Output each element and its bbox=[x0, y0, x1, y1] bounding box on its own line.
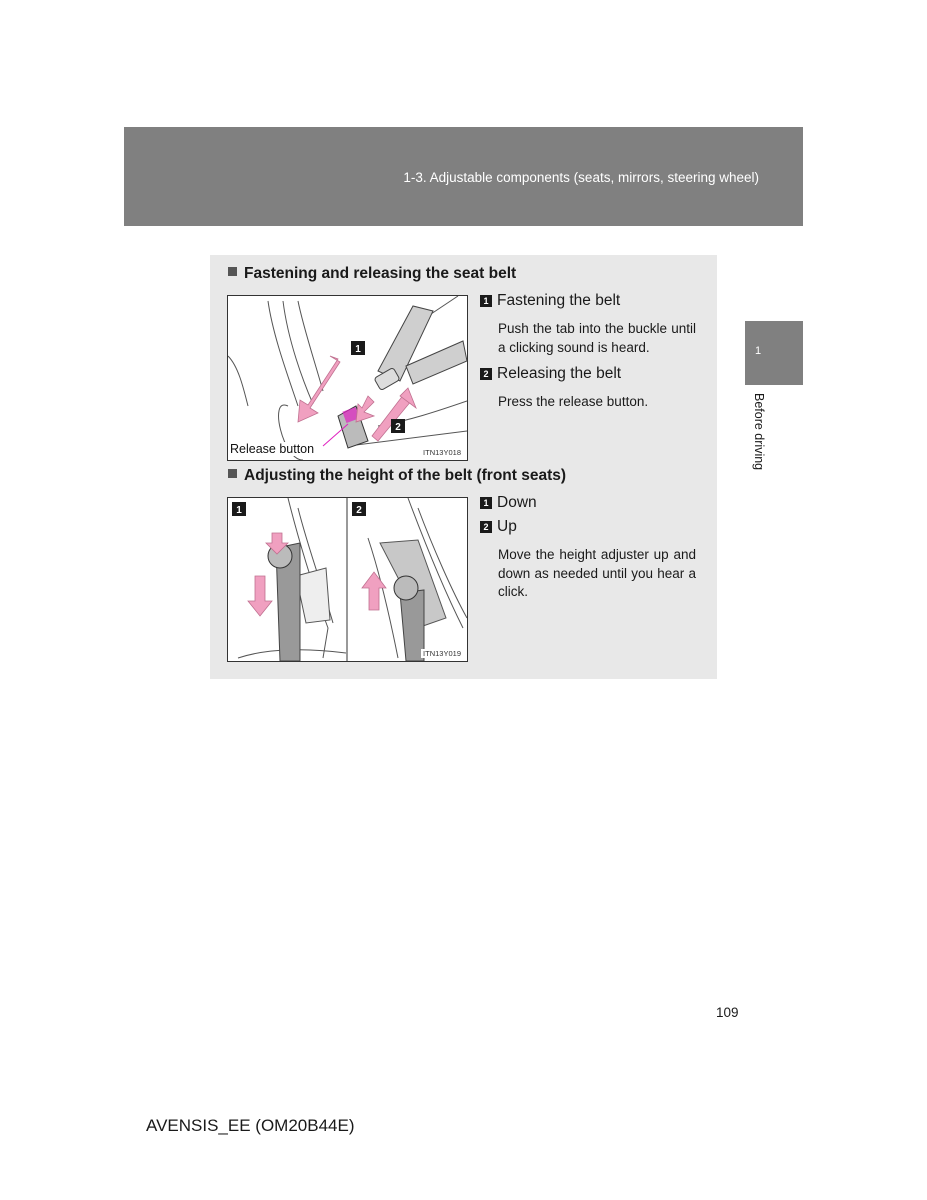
footer-model: AVENSIS_EE (OM20B44E) bbox=[146, 1116, 355, 1135]
section-heading-fastening bbox=[228, 265, 516, 283]
page-number: 109 bbox=[716, 1005, 739, 1020]
heading-text: Fastening and releasing the seat belt bbox=[244, 265, 517, 282]
step-number-badge: 1 bbox=[480, 295, 492, 307]
step-number-badge: 2 bbox=[480, 368, 492, 380]
section-heading-height bbox=[228, 467, 566, 485]
figure-badge-2: 2 bbox=[356, 505, 362, 516]
buckle-illustration bbox=[228, 296, 467, 460]
figure-badge-2: 2 bbox=[395, 422, 401, 433]
step-description: Press the release button. bbox=[498, 394, 649, 409]
step-title: Down bbox=[497, 494, 537, 511]
step-title: Fastening the belt bbox=[497, 292, 621, 309]
step-releasing bbox=[480, 365, 621, 383]
height-adjust-description: Move the height adjuster up and down as needed until you hear a click. bbox=[498, 547, 696, 599]
figure-code: ITN13Y019 bbox=[423, 649, 461, 658]
step-number-badge: 2 bbox=[480, 521, 492, 533]
step-up bbox=[480, 518, 517, 536]
figure-height-adjuster bbox=[227, 497, 468, 662]
step-title: Up bbox=[497, 518, 517, 535]
chapter-number: 1 bbox=[755, 345, 762, 357]
step-title: Releasing the belt bbox=[497, 365, 622, 382]
heading-text: Adjusting the height of the belt (front seats) bbox=[244, 467, 567, 484]
square-bullet-icon bbox=[228, 267, 237, 276]
chapter-tab[interactable] bbox=[745, 321, 803, 385]
height-adjuster-illustration bbox=[228, 498, 467, 661]
release-button-label: Release button bbox=[230, 442, 315, 456]
step-description: Push the tab into the buckle until a clicking sound is heard. bbox=[498, 321, 696, 355]
section-title: 1-3. Adjustable components (seats, mirrors, steering wheel) bbox=[403, 170, 759, 185]
step-fastening bbox=[480, 292, 620, 310]
chapter-label: Before driving bbox=[752, 393, 766, 471]
step-down bbox=[480, 494, 537, 512]
figure-seat-belt-buckle bbox=[227, 295, 468, 461]
step-number-badge: 1 bbox=[480, 497, 492, 509]
figure-code: ITN13Y018 bbox=[423, 448, 461, 457]
square-bullet-icon bbox=[228, 469, 237, 478]
figure-badge-1: 1 bbox=[355, 344, 361, 355]
figure-badge-1: 1 bbox=[236, 505, 242, 516]
header-bar bbox=[124, 127, 803, 226]
content-box bbox=[210, 255, 717, 679]
